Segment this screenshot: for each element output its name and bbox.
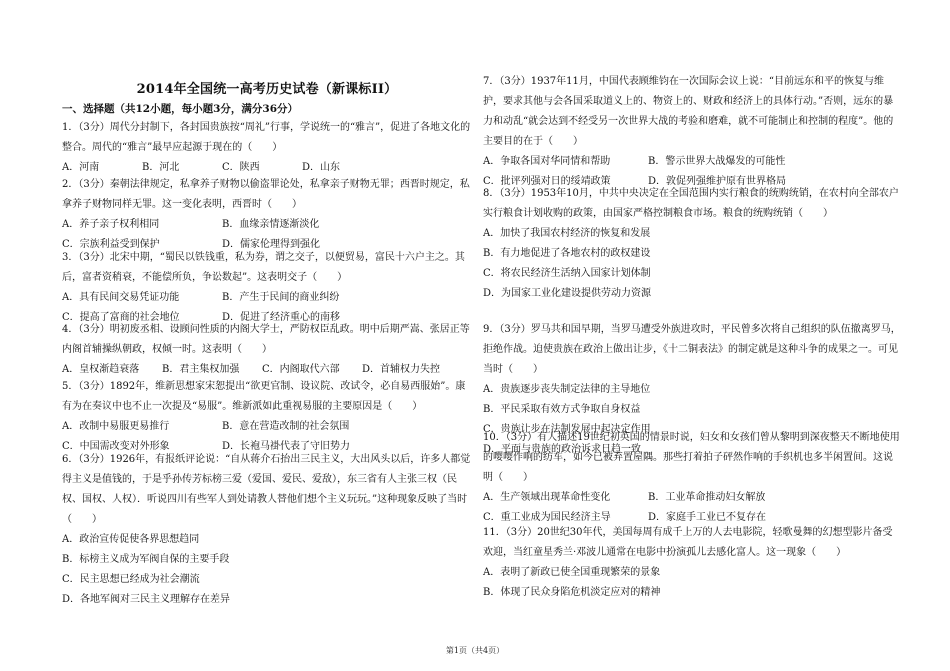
- option-c: C．陕西: [222, 162, 260, 173]
- question-stem: 1．（3分）周代分封制下，各封国贵族按“周礼”行事，学说统一的“雅言”，促进了各地文化的整合。周代的“雅言”最早应起源于现在的（ ）: [62, 122, 471, 153]
- option-a: A．争取各国对华同情和帮助: [483, 156, 611, 167]
- option-b: B．意在营造改制的社会氛围: [222, 421, 350, 432]
- option-c: C．民主思想已经成为社会潮流: [62, 574, 200, 585]
- option-c: C．重工业成为国民经济主导: [483, 512, 611, 523]
- option-d: D．儒家伦理得到强化: [222, 239, 321, 250]
- option-b: B．警示世界大战爆发的可能性: [648, 156, 786, 167]
- page-footer: 第1页（共4页）: [445, 646, 505, 655]
- option-b: B．血缘亲情逐渐淡化: [222, 219, 320, 230]
- option-b: B．工业革命推动妇女解放: [648, 492, 766, 503]
- option-c: C．宗族利益受到保护: [62, 239, 160, 250]
- option-b: B．产生于民间的商业纠纷: [222, 292, 340, 303]
- question-2: [62, 175, 474, 255]
- question-stem: 7．（3分）1937年11月，中国代表顾维钧在一次国际会议上说：“目前远东和平的恢复与维护，要求其他与会各国采取道义上的、物资上的、财政和经济上的具体行动。”否则，远东的暴力和动乱“就会达到不经受另一次世界大战的考验和磨难，就不可能制止和控制的程度”。他的主要目的在于（ ）: [483, 76, 894, 147]
- question-7: [483, 72, 901, 192]
- question-stem: 2．（3分）秦朝法律规定，私拿养子财物以偷盗罪论处，私拿亲子财物无罪；西晋时规定，私拿养子财物同样无罪。这一变化表明，西晋时（ ）: [62, 179, 470, 210]
- question-stem: 6．（3分）1926年，有报纸评论说：“自从蒋介石抬出三民主义，大出风头以后，许多人都觉得主义是值钱的，于是乎孙传芳标榜三爱（爱国、爱民、爱敌），东三省有人主张三权（民权、国权、人权）．听说四川有些军人到处请教人替他们想个主义玩玩。”这种现象反映了当时（ ）: [62, 454, 471, 525]
- option-a: A．表明了新政已使全国重现繁荣的景象: [483, 567, 661, 578]
- option-a: A．养子亲子权利相同: [62, 219, 160, 230]
- question-stem: 10．（3分）有人描述19世纪初英国的情景时说，妇女和女孩们曾从黎明到深夜整天不断地使用的嘤嘤作响的纺车，如今已被弃置屋隅。那些打着拍子砰然作响的手织机也多半闲置间。这说明（ ）: [483, 432, 900, 483]
- question-stem: 9．（3分）罗马共和国早期，当罗马遭受外族进攻时，平民曾多次将自己组织的队伍撤离罗马，拒绝作战。迫使贵族在政治上做出让步，《十二铜表法》的制定就是这种斗争的成果之一。可见当时（ ）: [483, 324, 901, 375]
- option-b: B．标榜主义成为军阀自保的主要手段: [62, 554, 230, 565]
- option-c: C．中国需改变对外形象: [62, 441, 170, 452]
- option-d: D．平面与贵族的政治诉求日趋一致: [483, 444, 642, 455]
- option-d: D．促进了经济重心的南移: [222, 312, 341, 323]
- question-stem: 8．（3分）1953年10月，中共中央决定在全国范围内实行粮食的统购统销，在农村向全部农户实行粮食计划收购的政策，由国家严格控制粮食市场。粮食的统购统销（ ）: [483, 188, 899, 219]
- option-c: C．将农民经济生活纳入国家计划体制: [483, 268, 651, 279]
- option-c: C．提高了富商的社会地位: [62, 312, 180, 323]
- question-8: [483, 184, 901, 304]
- option-d: D．各地军阀对三民主义理解存在差异: [62, 594, 231, 605]
- option-a: A．生产领域出现革命性变化: [483, 492, 611, 503]
- question-stem: 11．（3分）20世纪30年代，美国每周有成千上万的人去电影院，轻歌曼舞的幻想型影片备受欢迎，当红童星秀兰·邓波儿通常在电影中扮演孤儿去感化富人。这一现象（ ）: [483, 527, 893, 558]
- question-1: [62, 118, 474, 178]
- option-d: D．长袍马褂代表了守旧势力: [222, 441, 351, 452]
- question-11: [483, 523, 901, 603]
- question-stem: 3．（3分）北宋中期，“蜀民以铁钱重，私为券，谓之交子，以便贸易，富民十六户主之。其后，富者资稍衰，不能偿所负，争讼数起”。这表明交子（ ）: [62, 252, 465, 283]
- question-3: [62, 248, 474, 328]
- option-a: A．贵族逐步丧失制定法律的主导地位: [483, 384, 651, 395]
- options: [483, 488, 901, 528]
- question-stem: 5．（3分）1892年，维新思想家宋恕提出“欲更官制、设议院、改试令，必自易西服始”。康有为在奏议中也不止一次提及“易服”。维新派如此重视易服的主要原因是（ ）: [62, 381, 466, 412]
- option-c: C．批评列强对日的绥靖政策: [483, 176, 611, 187]
- option-a: A．皇权渐趋衰落: [62, 364, 140, 375]
- question-5: [62, 377, 474, 457]
- option-b: B．体现了民众身陷危机淡定应对的精神: [483, 587, 661, 598]
- page-title: 2014年全国统一高考历史试卷（新课标II）: [136, 82, 398, 97]
- option-c: C．内阁取代六部: [262, 364, 340, 375]
- option-d: D．敦促列强维护原有世界格局: [648, 176, 787, 187]
- option-a: A．政治宣传促使各界思想趋同: [62, 534, 200, 545]
- question-10: [483, 428, 901, 528]
- options: [62, 530, 474, 610]
- options: [483, 563, 901, 603]
- option-a: A．具有民间交易凭证功能: [62, 292, 180, 303]
- question-4: [62, 320, 474, 380]
- option-a: A．河南: [62, 162, 100, 173]
- option-a: A．加快了我国农村经济的恢复和发展: [483, 228, 651, 239]
- question-6: [62, 450, 474, 610]
- options: [483, 224, 901, 304]
- option-d: D．家庭手工业已不复存在: [648, 512, 767, 523]
- option-b: B．君主集权加强: [162, 364, 240, 375]
- option-b: B．平民采取有效方式争取自身权益: [483, 404, 641, 415]
- option-d: D．为国家工业化建设提供劳动力资源: [483, 288, 652, 299]
- option-c: C．贵族让步在法制发展中起决定作用: [483, 424, 651, 435]
- question-stem: 4．（3分）明初废丞相、设顾问性质的内阁大学士，严防权臣乱政。明中后期严嵩、张居正等内阁首辅操纵朝政，权倾一时。这表明（ ）: [62, 324, 470, 355]
- option-d: D．首辅权力失控: [362, 364, 441, 375]
- section-heading: 一、选择题（共12小题，每小题3分，满分36分）: [62, 103, 299, 115]
- option-b: B．河北: [142, 162, 180, 173]
- option-a: A．改制中易服更易推行: [62, 421, 170, 432]
- option-b: B．有力地促进了各地农村的政权建设: [483, 248, 651, 259]
- option-d: D．山东: [302, 162, 341, 173]
